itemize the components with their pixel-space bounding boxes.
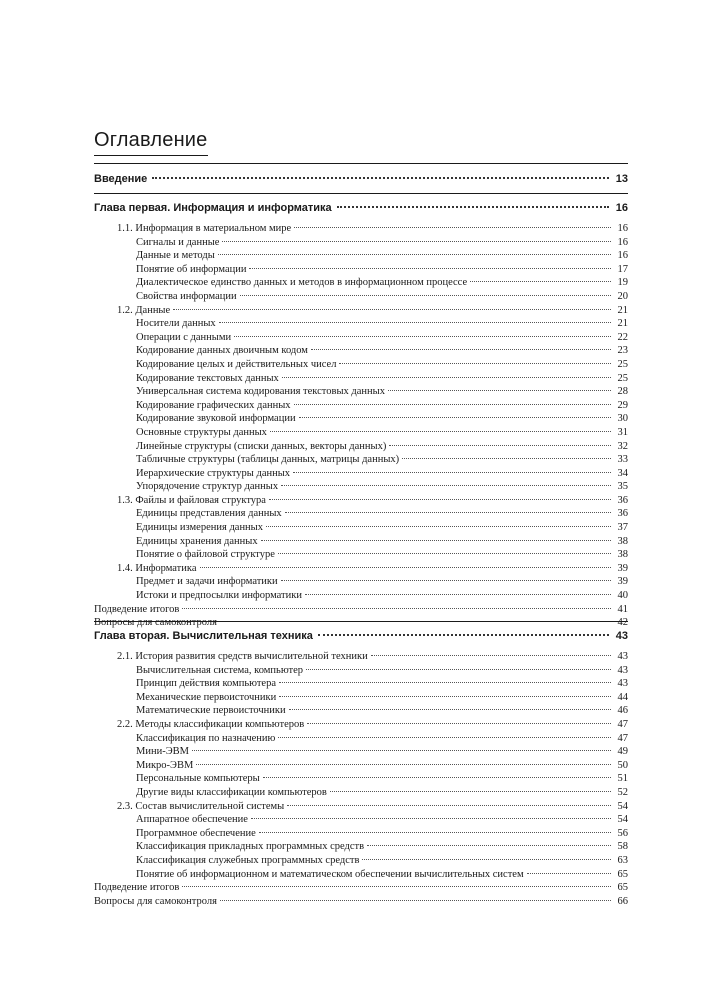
dot-leader	[249, 268, 611, 269]
toc-entry-title: Единицы представления данных	[136, 508, 282, 520]
toc-subsection[interactable]	[94, 813, 628, 827]
toc-entry-page: 29	[617, 399, 628, 411]
toc-subsection[interactable]	[94, 507, 628, 521]
toc-subsection[interactable]	[94, 548, 628, 562]
toc-entry-title: 2.2. Методы классификации компьютеров	[117, 718, 305, 730]
toc-subsection[interactable]	[94, 589, 628, 603]
toc-entry-page: 54	[617, 800, 628, 812]
toc-item[interactable]	[94, 603, 628, 617]
toc-entry-page: 16	[617, 223, 628, 234]
toc-subsection[interactable]	[94, 868, 628, 882]
dot-leader	[218, 254, 611, 255]
toc-entry-page: 22	[617, 331, 628, 343]
toc-entry-title: Вычислительная система, компьютер	[136, 664, 304, 676]
dot-leader	[251, 818, 611, 819]
toc-entry-page: 32	[617, 440, 628, 452]
toc-entry-page: 42	[617, 617, 628, 629]
dot-leader	[270, 431, 611, 432]
dot-leader	[263, 777, 611, 778]
toc-entry-page: 43	[617, 664, 628, 676]
dot-leader	[222, 241, 611, 242]
toc-entry-page: 31	[617, 426, 628, 438]
toc-section[interactable]	[94, 650, 628, 664]
toc-entry-page: 65	[617, 868, 628, 880]
dot-leader	[240, 295, 611, 296]
section-rule	[94, 193, 628, 194]
toc-entry-page: 56	[617, 827, 628, 839]
dot-leader	[220, 900, 611, 901]
toc-entry-title: Универсальная система кодирования текстовых данных	[136, 386, 385, 398]
dot-leader	[294, 227, 611, 228]
toc-subsection[interactable]	[94, 385, 628, 399]
toc-entry-page: 39	[617, 562, 628, 574]
toc-subsection[interactable]	[94, 317, 628, 331]
dot-leader	[219, 322, 611, 323]
chapter-title: Глава первая. Информация и информатика	[94, 202, 332, 214]
dot-leader	[278, 553, 611, 554]
toc-entry-title: Механические первоисточники	[136, 691, 277, 703]
toc-entry-title: Понятие об информации	[136, 263, 247, 275]
dot-leader	[261, 540, 611, 541]
dot-leader	[362, 859, 611, 860]
toc-entry-page: 63	[617, 854, 628, 866]
toc-entry-title: Классификация служебных программных средств	[136, 854, 360, 866]
toc-entry-page: 51	[617, 773, 628, 785]
toc-subsection[interactable]	[94, 521, 628, 535]
toc-entry-page: 47	[617, 718, 628, 730]
toc-subsection[interactable]	[94, 372, 628, 386]
dot-leader	[282, 377, 611, 378]
dot-leader	[278, 737, 611, 738]
toc-entry-title: 1.4. Информатика	[117, 562, 197, 574]
toc-entry-page: 46	[617, 705, 628, 717]
toc-entry-title: Математические первоисточники	[136, 705, 286, 717]
toc-entry-title: Кодирование данных двоичным кодом	[136, 345, 308, 357]
toc-entry-title: Принцип действия компьютера	[136, 678, 276, 690]
toc-entry-page: 44	[617, 691, 628, 703]
toc-entry-title: Мини-ЭВМ	[136, 746, 189, 758]
toc-entry-page: 49	[617, 746, 628, 758]
toc-entry-title: Данные и методы	[136, 250, 215, 262]
dot-leader	[182, 608, 611, 609]
toc-entry-page: 52	[617, 786, 628, 798]
toc-entry-title: 1.3. Файлы и файловая структура	[117, 494, 266, 506]
toc-entry-page: 35	[617, 481, 628, 493]
dot-leader	[402, 458, 611, 459]
toc-entry-title: Микро-ЭВМ	[136, 759, 194, 771]
toc-entry-page: 50	[617, 759, 628, 771]
toc-subsection[interactable]	[94, 399, 628, 413]
toc-entry-title: Кодирование текстовых данных	[136, 372, 279, 384]
toc-section[interactable]	[94, 222, 628, 236]
toc-entry-title: Классификация прикладных программных средств	[136, 841, 365, 853]
toc-entry-title: Программное обеспечение	[136, 827, 256, 839]
dot-leader	[388, 390, 611, 391]
dot-leader	[281, 580, 611, 581]
toc-entry-title: Упорядочение структур данных	[136, 481, 279, 493]
toc-entry-title: Свойства информации	[136, 290, 237, 302]
dot-leader	[294, 404, 611, 405]
dot-leader	[527, 873, 611, 874]
toc-subsection[interactable]	[94, 664, 628, 678]
toc-entry-title: Линейные структуры (списки данных, векторы данных)	[136, 440, 387, 452]
toc-subsection[interactable]	[94, 344, 628, 358]
toc-subsection[interactable]	[94, 745, 628, 759]
toc-entry-title: Кодирование звуковой информации	[136, 413, 296, 425]
toc-entry-title: Табличные структуры (таблицы данных, матрицы данных)	[136, 454, 400, 466]
dot-leader	[470, 281, 611, 282]
toc-subsection[interactable]	[94, 453, 628, 467]
toc-subsection[interactable]	[94, 677, 628, 691]
toc-section[interactable]	[94, 304, 628, 318]
toc-entry-page: 65	[617, 882, 628, 894]
dot-leader	[305, 594, 611, 595]
toc-entry-page: 40	[617, 590, 628, 602]
toc-subsection[interactable]	[94, 290, 628, 304]
chapter-title: Глава вторая. Вычислительная техника	[94, 630, 313, 642]
toc-entry-page: 17	[617, 263, 628, 275]
toc-entry-page: 58	[617, 841, 628, 853]
dot-leader	[259, 832, 611, 833]
toc-entry-page: 39	[617, 576, 628, 588]
chapter-page: 43	[615, 630, 628, 642]
toc-entry-title: Подведение итогов	[94, 882, 180, 894]
toc-entry-title: Кодирование графических данных	[136, 399, 291, 411]
toc-entry-title: 1.2. Данные	[117, 304, 171, 316]
toc-entry-title: Понятие об информационном и математическом обеспечении вычислительных систем	[136, 868, 524, 880]
toc-subsection[interactable]	[94, 480, 628, 494]
dot-leader	[299, 417, 611, 418]
toc-entry-title: Вопросы для самоконтроля	[94, 617, 217, 629]
toc-subsection[interactable]	[94, 732, 628, 746]
toc-entry-page: 43	[617, 651, 628, 662]
dot-leader	[192, 750, 611, 751]
toc-intro-title: Введение	[94, 173, 148, 185]
toc-entry-page: 25	[617, 358, 628, 370]
dot-leader	[287, 805, 611, 806]
page-title: Оглавление	[94, 129, 208, 156]
toc-intro-page: 13	[615, 173, 628, 185]
dot-leader	[330, 791, 611, 792]
toc-entry-title: 1.1. Информация в материальном мире	[117, 223, 292, 234]
chapter-entries	[94, 650, 628, 908]
chapter-heading[interactable]	[94, 201, 628, 215]
dot-leader	[318, 634, 609, 636]
dot-leader	[281, 485, 611, 486]
dot-leader	[200, 567, 612, 568]
dot-leader	[337, 206, 609, 208]
dot-leader	[311, 349, 611, 350]
toc-subsection[interactable]	[94, 854, 628, 868]
toc-subsection[interactable]	[94, 772, 628, 786]
dot-leader	[196, 764, 611, 765]
dot-leader	[266, 526, 611, 527]
dot-leader	[173, 309, 611, 310]
title-rule	[94, 163, 628, 164]
dot-leader	[371, 655, 611, 656]
toc-entry-page: 21	[617, 318, 628, 330]
toc-entry-title: Предмет и задачи информатики	[136, 576, 278, 588]
toc-entry-title: Основные структуры данных	[136, 426, 267, 438]
toc-entry-page: 34	[617, 467, 628, 479]
toc-subsection[interactable]	[94, 412, 628, 426]
dot-leader	[293, 472, 611, 473]
toc-entry-title: Аппаратное обеспечение	[136, 814, 248, 826]
toc-subsection[interactable]	[94, 331, 628, 345]
toc-subsection[interactable]	[94, 276, 628, 290]
toc-item[interactable]	[94, 881, 628, 895]
toc-subsection[interactable]	[94, 440, 628, 454]
dot-leader	[367, 845, 611, 846]
toc-item[interactable]	[94, 616, 628, 630]
dot-leader	[182, 886, 611, 887]
toc-entry-page: 54	[617, 814, 628, 826]
toc-subsection[interactable]	[94, 759, 628, 773]
chapter-2	[94, 629, 628, 908]
toc-entry-title: Классификация по назначению	[136, 732, 276, 744]
toc-entry-title: Операции с данными	[136, 331, 232, 343]
toc-subsection[interactable]	[94, 786, 628, 800]
toc-entry-title: Иерархические структуры данных	[136, 467, 291, 479]
toc-subsection[interactable]	[94, 704, 628, 718]
dot-leader	[279, 682, 611, 683]
toc-subsection[interactable]	[94, 827, 628, 841]
dot-leader	[152, 177, 609, 179]
toc-entry-title: 2.1. История развития средств вычислительной техники	[117, 651, 368, 662]
toc-entry-page: 38	[617, 549, 628, 561]
toc-subsection[interactable]	[94, 358, 628, 372]
toc-subsection[interactable]	[94, 575, 628, 589]
toc-section[interactable]	[94, 562, 628, 576]
chapter-entries	[94, 222, 628, 630]
dot-leader	[289, 709, 611, 710]
toc-entry-page: 66	[617, 895, 628, 907]
dot-leader	[285, 512, 611, 513]
toc-entry-title: Единицы измерения данных	[136, 522, 263, 534]
toc-entry-page: 37	[617, 522, 628, 534]
toc-entry-page: 16	[617, 250, 628, 262]
dot-leader	[269, 499, 611, 500]
chapter-page: 16	[615, 202, 628, 214]
toc-entry-page: 30	[617, 413, 628, 425]
toc-entry-page: 28	[617, 386, 628, 398]
toc-entry-page: 41	[617, 603, 628, 615]
toc-entry-title: 2.3. Состав вычислительной системы	[117, 800, 285, 812]
toc-subsection[interactable]	[94, 840, 628, 854]
dot-leader	[389, 445, 611, 446]
toc-entry-page: 16	[617, 236, 628, 248]
toc-entry-title: Понятие о файловой структуре	[136, 549, 275, 561]
toc-entry-title: Персональные компьютеры	[136, 773, 260, 785]
toc-entry-page: 43	[617, 678, 628, 690]
toc-subsection[interactable]	[94, 691, 628, 705]
toc-section[interactable]	[94, 800, 628, 814]
chapter-1	[94, 201, 628, 630]
toc-entry-page: 19	[617, 277, 628, 289]
dot-leader	[234, 336, 611, 337]
toc-subsection[interactable]	[94, 467, 628, 481]
toc-entry-title: Носители данных	[136, 318, 216, 330]
dot-leader	[339, 363, 611, 364]
toc-intro[interactable]	[94, 172, 628, 186]
toc-entry-title: Диалектическое единство данных и методов в информационном процессе	[136, 277, 468, 289]
toc-entry-title: Сигналы и данные	[136, 236, 220, 248]
toc-section[interactable]	[94, 718, 628, 732]
toc-entry-page: 21	[617, 304, 628, 316]
toc-entry-page: 25	[617, 372, 628, 384]
toc-entry-title: Кодирование целых и действительных чисел	[136, 358, 337, 370]
dot-leader	[279, 696, 611, 697]
toc-entry-title: Другие виды классификации компьютеров	[136, 786, 327, 798]
toc-subsection[interactable]	[94, 236, 628, 250]
toc-subsection[interactable]	[94, 249, 628, 263]
chapter-heading[interactable]	[94, 629, 628, 643]
toc-subsection[interactable]	[94, 535, 628, 549]
toc-entry-page: 36	[617, 494, 628, 506]
dot-leader	[306, 669, 611, 670]
toc-entry-page: 33	[617, 454, 628, 466]
toc-entry-page: 47	[617, 732, 628, 744]
toc-entry-page: 36	[617, 508, 628, 520]
dot-leader	[307, 723, 611, 724]
table-of-contents	[94, 172, 628, 907]
toc-entry-title: Истоки и предпосылки информатики	[136, 590, 302, 602]
toc-item[interactable]	[94, 895, 628, 909]
toc-entry-page: 23	[617, 345, 628, 357]
toc-section[interactable]	[94, 494, 628, 508]
toc-entry-title: Подведение итогов	[94, 603, 180, 615]
toc-entry-title: Вопросы для самоконтроля	[94, 895, 217, 907]
toc-subsection[interactable]	[94, 426, 628, 440]
toc-entry-page: 38	[617, 535, 628, 547]
toc-entry-title: Единицы хранения данных	[136, 535, 258, 547]
section-rule	[94, 621, 628, 622]
toc-subsection[interactable]	[94, 263, 628, 277]
toc-entry-page: 20	[617, 290, 628, 302]
